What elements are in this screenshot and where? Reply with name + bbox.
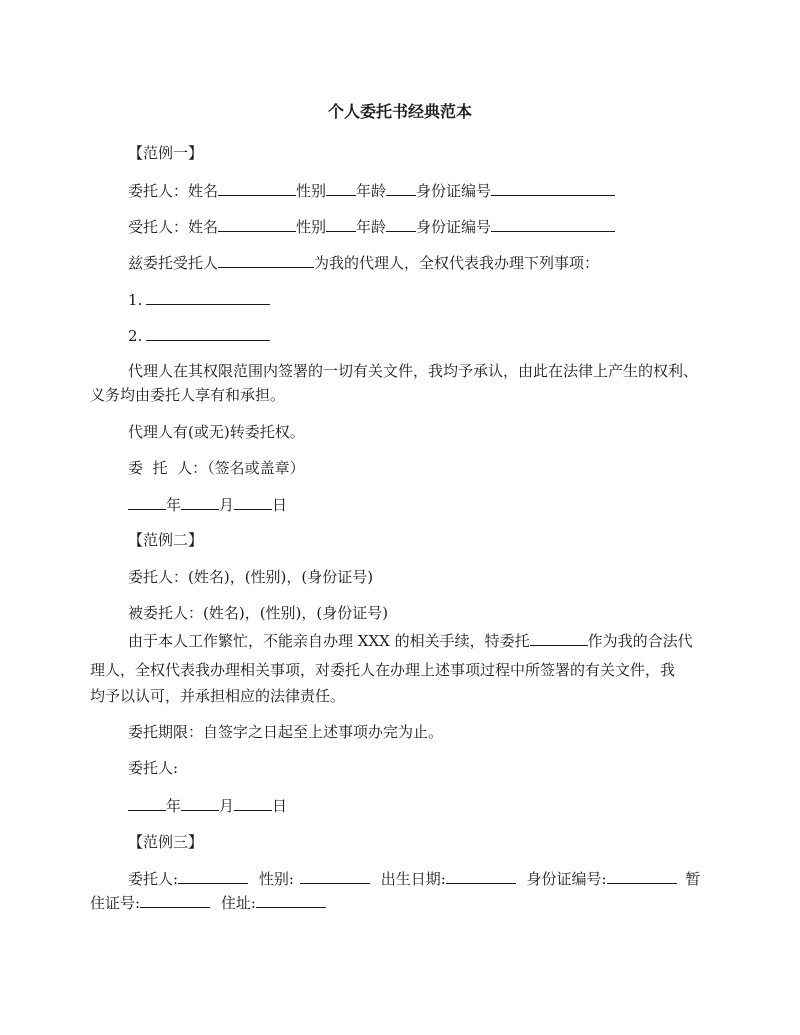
month-label: 月 (219, 496, 235, 514)
item-blank (146, 289, 270, 305)
para-text: 作为我的合法代 (587, 632, 693, 650)
date-line (128, 494, 287, 515)
item-2 (128, 325, 270, 346)
day-blank (234, 795, 272, 811)
id-blank (491, 216, 615, 232)
temp-permit-blank (140, 892, 210, 908)
gender-blank (326, 216, 356, 232)
day-blank (234, 494, 272, 510)
example3-heading: 【范例三】 (128, 833, 204, 851)
id-blank (491, 180, 615, 196)
document-title: 个人委托书经典范本 (327, 102, 472, 121)
gender-blank (326, 180, 356, 196)
gender-label: 性别 (296, 182, 327, 200)
item-1 (128, 289, 270, 310)
principal-label: 委托人：姓名 (128, 182, 219, 200)
age-label: 年龄 (356, 218, 387, 236)
id-blank (607, 868, 677, 884)
example2-para-line1 (128, 630, 693, 651)
name-blank (218, 180, 296, 196)
example2-period: 委托期限：自签字之日起至上述事项办完为止。 (128, 723, 444, 741)
item-blank (146, 325, 270, 341)
id-label: 身份证编号 (416, 182, 492, 200)
name-blank (218, 216, 296, 232)
example3-line2 (90, 892, 326, 913)
birth-label: 出生日期: (380, 870, 446, 888)
address-label: 住址: (220, 894, 256, 912)
year-label: 年 (166, 797, 182, 815)
birth-blank (446, 868, 516, 884)
example2-principal-sign: 委托人: (128, 759, 179, 777)
example2-para-line2: 理人，全权代表我办理相关事项，对委托人在办理上述事项过程中所签署的有关文件，我 (90, 661, 676, 679)
temp-permit-label: 暂 (685, 870, 701, 888)
principal-sign: 委 托 人：（签名或盖章） (128, 459, 305, 477)
entrust-line (128, 252, 599, 273)
example1-heading: 【范例一】 (128, 144, 204, 162)
agent-line (128, 216, 615, 237)
temp-permit-label-cont: 住证号: (90, 894, 141, 912)
age-label: 年龄 (356, 182, 387, 200)
example2-para-line3: 均予以认可，并承担相应的法律责任。 (90, 687, 346, 705)
id-label: 身份证编号 (416, 218, 492, 236)
acknowledgement-line1: 代理人在其权限范围内签署的一切有关文件，我均予承认，由此在法律上产生的权利、 (128, 362, 699, 380)
age-blank (386, 216, 416, 232)
agent-label: 受托人：姓名 (128, 218, 219, 236)
entrust-prefix: 兹委托受托人 (128, 254, 219, 272)
id-label: 身份证编号: (526, 870, 607, 888)
month-blank (181, 795, 219, 811)
entrust-suffix: 为我的代理人，全权代表我办理下列事项： (314, 254, 600, 272)
date-line (128, 795, 287, 816)
address-blank (256, 892, 326, 908)
example2-agent: 被委托人：(姓名)，(性别)，(身份证号) (128, 604, 389, 622)
subdelegation: 代理人有(或无)转委托权。 (128, 423, 305, 441)
example2-heading: 【范例二】 (128, 531, 204, 549)
year-label: 年 (166, 496, 182, 514)
age-blank (386, 180, 416, 196)
item-number: 2. (128, 327, 143, 345)
month-label: 月 (219, 797, 235, 815)
day-label: 日 (272, 496, 288, 514)
month-blank (181, 494, 219, 510)
year-blank (128, 494, 166, 510)
gender-label: 性别: (258, 870, 294, 888)
item-number: 1. (128, 291, 143, 309)
year-blank (128, 795, 166, 811)
day-label: 日 (272, 797, 288, 815)
example2-principal: 委托人：(姓名)，(性别)，(身份证号) (128, 568, 374, 586)
gender-blank (300, 868, 370, 884)
principal-line (128, 180, 615, 201)
agent-blank (530, 630, 588, 646)
gender-label: 性别 (296, 218, 327, 236)
para-text: 由于本人工作繁忙，不能亲自办理 XXX 的相关手续，特委托 (128, 632, 530, 650)
example3-line1 (128, 868, 700, 889)
agent-blank (218, 252, 314, 268)
principal-blank (178, 868, 248, 884)
principal-label: 委托人: (128, 870, 179, 888)
acknowledgement-line2: 义务均由委托人享有和承担。 (90, 386, 286, 404)
